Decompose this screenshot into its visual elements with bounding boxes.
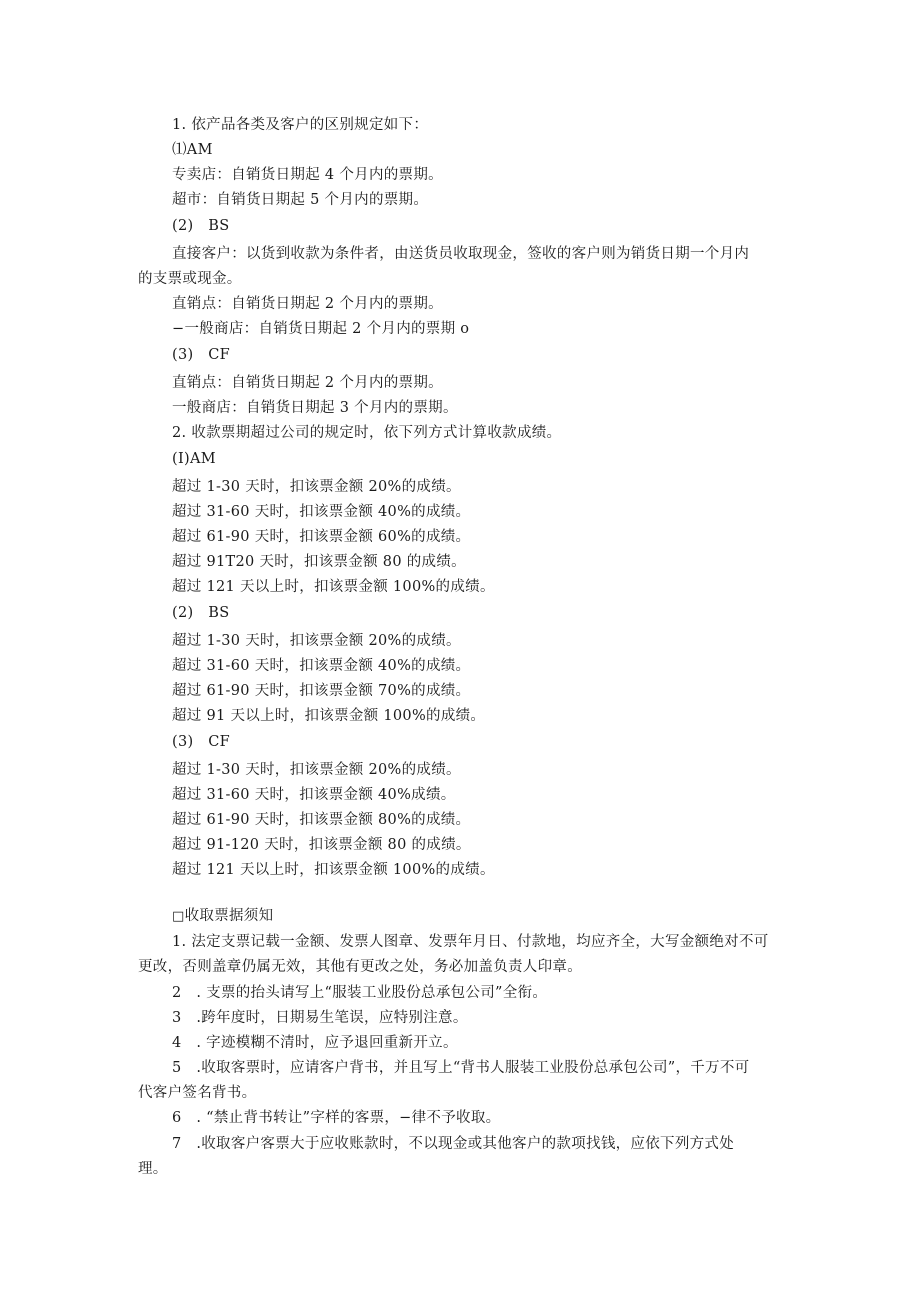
cf2-rule: 超过 121 天以上时，扣该票金额 100%的成绩。 — [172, 862, 495, 878]
rule4: 4 . 字迹模糊不清时，应予退回重新开立。 — [172, 1035, 458, 1051]
rule1-line1: 1. 法定支票记载一金额、发票人图章、发票年月日、付款地，均应齐全，大写金额绝对不可 — [172, 934, 769, 950]
rule7-line1: 7 .收取客户客票大于应收账款时，不以现金或其他客户的款项找钱，应依下列方式处 — [172, 1136, 735, 1152]
bs2-label: (2) BS — [172, 605, 230, 621]
am-label: ⑴AM — [172, 142, 213, 158]
bs-label: (2) BS — [172, 218, 230, 234]
am-specialty-store: 专卖店：自销货日期起 4 个月内的票期。 — [172, 167, 443, 183]
am-supermarket: 超市：自销货日期起 5 个月内的票期。 — [172, 192, 429, 208]
item1-heading: 1. 依产品各类及客户的区别规定如下： — [172, 117, 429, 133]
am2-rule: 超过 31-60 天时，扣该票金额 40%的成绩。 — [172, 504, 471, 520]
am2-rule: 超过 1-30 天时，扣该票金额 20%的成绩。 — [172, 479, 461, 495]
cf-general-store: 一般商店：自销货日期起 3 个月内的票期。 — [172, 400, 458, 416]
bs2-rule: 超过 1-30 天时，扣该票金额 20%的成绩。 — [172, 633, 461, 649]
cf-label: (3) CF — [172, 347, 230, 363]
rule7-line2: 理。 — [138, 1161, 168, 1177]
cf2-rule: 超过 31-60 天时，扣该票金额 40%成绩。 — [172, 787, 456, 803]
bs-direct-line1: 直接客户：以货到收款为条件者，由送货员收取现金，签收的客户则为销货日期一个月内 — [172, 246, 750, 262]
bs-direct-line2: 的支票或现金。 — [138, 271, 242, 287]
section2-heading — [172, 906, 273, 927]
bs2-rule: 超过 61-90 天时，扣该票金额 70%的成绩。 — [172, 683, 471, 699]
bs2-rule: 超过 91 天以上时，扣该票金额 100%的成绩。 — [172, 708, 486, 724]
bs-direct-outlet: 直销点：自销货日期起 2 个月内的票期。 — [172, 296, 443, 312]
am2-rule: 超过 91T20 天时，扣该票金额 80 的成绩。 — [172, 554, 466, 570]
item2-heading: 2. 收款票期超过公司的规定时，依下列方式计算收款成绩。 — [172, 425, 562, 441]
rule6: 6 . “禁止背书转让”字样的客票，−律不予收取。 — [172, 1110, 501, 1126]
cf2-rule: 超过 1-30 天时，扣该票金额 20%的成绩。 — [172, 762, 461, 778]
rule3: 3 .跨年度时，日期易生笔误，应特别注意。 — [172, 1010, 468, 1026]
checkbox-icon: □ — [172, 909, 185, 924]
rule5-line1: 5 .收取客票时，应请客户背书，并且写上“背书人服装工业股份总承包公司”，千万不可 — [172, 1060, 750, 1076]
bs-general-store: −一般商店：自销货日期起 2 个月内的票期 o — [172, 321, 470, 337]
section2-heading-text: 收取票据须知 — [184, 908, 274, 924]
cf-direct-outlet: 直销点：自销货日期起 2 个月内的票期。 — [172, 375, 443, 391]
cf2-rule: 超过 61-90 天时，扣该票金额 80%的成绩。 — [172, 812, 471, 828]
am2-label: (I)AM — [172, 451, 216, 467]
am2-rule: 超过 121 天以上时，扣该票金额 100%的成绩。 — [172, 579, 495, 595]
am2-rule: 超过 61-90 天时，扣该票金额 60%的成绩。 — [172, 529, 471, 545]
rule2: 2 . 支票的抬头请写上“服装工业股份总承包公司”全衔。 — [172, 985, 548, 1001]
cf2-label: (3) CF — [172, 734, 230, 750]
rule1-line2: 更改，否则盖章仍属无效，其他有更改之处，务必加盖负责人印章。 — [138, 959, 582, 975]
cf2-rule: 超过 91-120 天时，扣该票金额 80 的成绩。 — [172, 837, 471, 853]
bs2-rule: 超过 31-60 天时，扣该票金额 40%的成绩。 — [172, 658, 471, 674]
rule5-line2: 代客户签名背书。 — [138, 1085, 257, 1101]
